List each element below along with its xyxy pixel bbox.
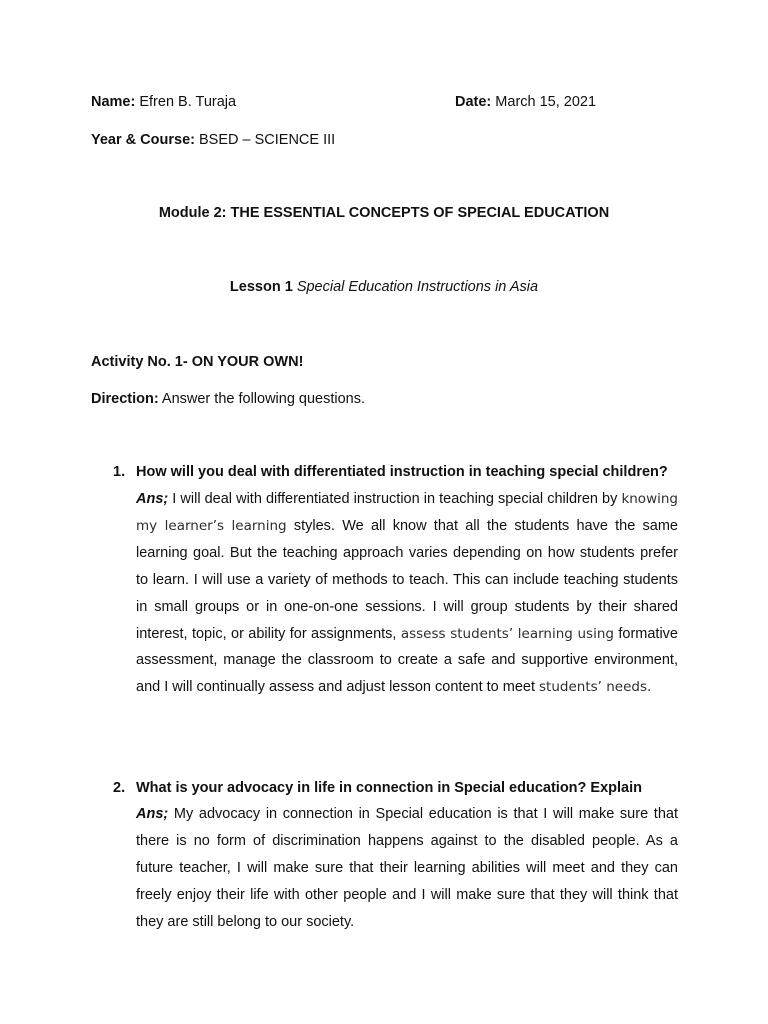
answer-1-label: Ans; [136,491,169,507]
answer-1-part-1: I will deal with differentiated instruction in teaching special children by [168,491,622,507]
lesson-title: Special Education Instructions in Asia [296,279,539,295]
date-row [455,92,596,112]
answer-2-text: My advocacy in connection in Special education is that I will make sure that there is no form of discrimination happens against to the disabled people. As a future teacher, I will make sure that their learning abilities will meet and they can freely enjoy their life with other people and I will make sure that they will think that they are still belong to our society. [136,806,678,930]
course-label: Year & Course: [91,132,195,148]
module-title-row [0,203,768,223]
answer-2 [136,801,678,936]
name-label: Name: [91,94,136,110]
direction-label: Direction: [91,391,159,407]
course-row [91,130,335,150]
answer-2-label: Ans; [136,806,169,822]
question-2-number: 2. [113,780,126,796]
name-value: Efren B. Turaja [139,94,237,110]
module-title: Module 2: THE ESSENTIAL CONCEPTS OF SPECIAL EDUCATION [158,205,610,221]
answer-1-soft-2: assess students’ learning using [400,625,614,642]
answer-1-part-2: styles. We all know that all the students have the same learning goal. But the teaching approach varies depending on how students prefer to learn. I will use a variety of methods to teach. This can include teaching students in small groups or in one-on-one sessions. I will group students by their shared interest, topic, or ability for assignments, [136,517,678,642]
lesson-row [0,277,768,297]
question-2-text: What is your advocacy in life in connection in Special education? Explain [136,780,642,796]
answer-1 [136,486,678,701]
name-row [91,92,236,112]
direction-text: Answer the following questions. [161,391,366,407]
question-1-number: 1. [113,464,126,480]
question-1-text: How will you deal with differentiated instruction in teaching special children? [136,464,668,480]
lesson-label: Lesson 1 [229,279,293,295]
direction-row [91,389,365,409]
activity-title: Activity No. 1- ON YOUR OWN! [91,354,304,370]
activity-row [91,352,303,372]
course-value: BSED – SCIENCE III [199,132,336,148]
answer-1-soft-3: students’ needs. [539,679,652,696]
date-value: March 15, 2021 [495,94,597,110]
answer-1-part-3: formative assessment, manage the classroom to create a safe and supportive environment, and I will continually assess and adjust lesson content to meet [136,625,678,696]
date-label: Date: [455,94,492,110]
answer-1-soft-1: knowing my learner’s learning [136,491,678,534]
